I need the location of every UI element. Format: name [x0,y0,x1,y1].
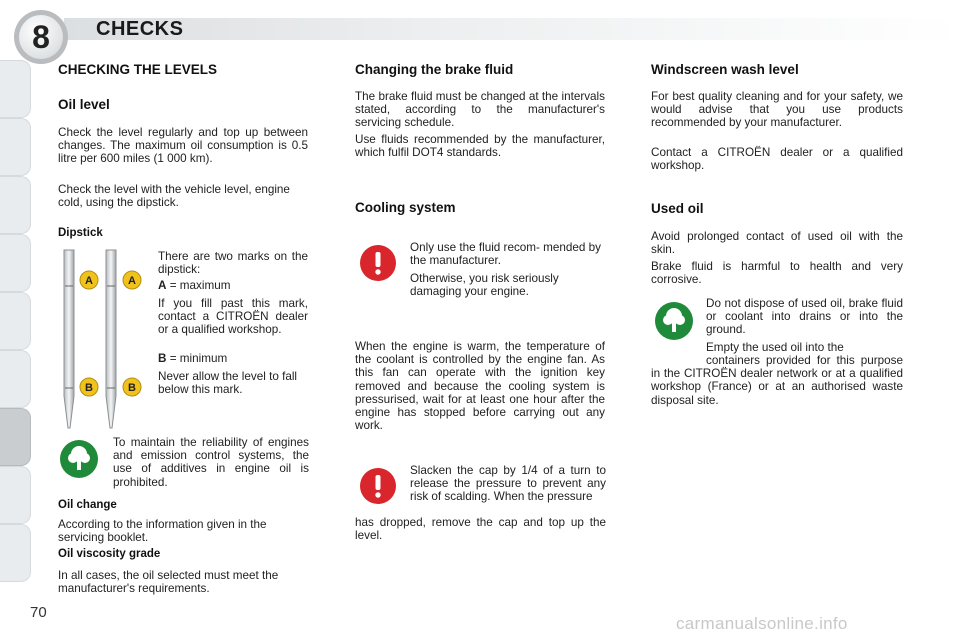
dipstick-heading: Dipstick [58,227,103,239]
recycling-note-tail: containers provided for this purpose in the CITROËN dealer network or at a qualified workshop (France) or at an authorised waste disposal site. [651,354,903,407]
oil-viscosity-text: In all cases, the oil selected must meet the manufacturer's requirements. [58,569,279,596]
mark-a-note: If you fill past this mark, contact a CITROËN dealer or a qualified workshop. [158,297,308,337]
environment-tree-icon [655,302,693,340]
oil-viscosity-heading: Oil viscosity grade [58,548,161,560]
chapter-tab [0,292,31,350]
dipstick-mark-a [158,279,308,292]
mark-a-letter: A [158,279,167,292]
oil-change-heading: Oil change [58,499,117,511]
brake-fluid-text-1: The brake fluid must be changed at the intervals stated, according to the manufacturer's servicing schedule. [355,90,605,130]
cooling-system-text: When the engine is warm, the temperature of the coolant is controlled by the engine fan. As this fan can operate with the ignition key removed and because the cooling system is pressurised, wait for at least one hour after the engine has stopped before carrying out any work. [355,340,605,433]
washer-heading: Windscreen wash level [651,62,799,77]
chapter-tab [0,118,31,176]
warning-icon [360,245,396,281]
chapter-tab-active [0,408,31,466]
mark-b-meaning: = minimum [169,352,228,365]
used-oil-text-2: Brake fluid is harmful to health and very corrosive. [651,260,903,287]
dipstick-intro: There are two marks on the dipstick: [158,250,308,277]
header-band [64,18,960,40]
oil-level-heading: Oil level [58,97,110,112]
chapter-tab [0,60,31,118]
chapter-tab [0,524,31,582]
dipstick-illustration [56,246,148,432]
brake-fluid-text-2: Use fluids recommended by the manufacturer, which fulfil DOT4 standards. [355,133,605,160]
washer-text-1: For best quality cleaning and for your safety, we would advise that you use products recommended by your manufacturer. [651,90,903,130]
cap-warning-text: Slacken the cap by 1/4 of a turn to release the pressure to prevent any risk of scalding. When the pressure [410,464,606,504]
recycling-note: Empty the used oil into the [706,341,844,354]
oil-level-text-1: Check the level regularly and top up between changes. The maximum oil consumption is 0.5 litre per 600 miles (1 000 km). [58,126,308,166]
cooling-system-heading: Cooling system [355,200,456,215]
chapter-tab [0,466,31,524]
mark-b-label: B [85,382,93,394]
mark-b-letter: B [158,352,167,365]
environment-tree-icon [60,440,98,478]
chapter-tab [0,234,31,292]
chapter-number: 8 [19,15,63,59]
mark-b-label: B [128,382,136,394]
brake-fluid-heading: Changing the brake fluid [355,62,514,77]
page-title: CHECKS [96,18,184,40]
dipstick-mark-b [158,352,308,365]
chapter-tab-strip [0,60,34,580]
warning-icon [360,468,396,504]
disposal-note: Do not dispose of used oil, brake fluid or coolant into drains or into the ground. [706,297,903,337]
cap-warning-text-tail: has dropped, remove the cap and top up the level. [355,516,606,543]
washer-text-2: Contact a CITROËN dealer or a qualified workshop. [651,146,903,173]
section-title: CHECKING THE LEVELS [58,62,218,77]
page-number: 70 [30,604,47,621]
mark-b-note: Never allow the level to fall below this mark. [158,370,298,397]
cooling-damage-warning: Otherwise, you risk seriously damaging your engine. [410,272,559,299]
oil-level-text-2: Check the level with the vehicle level, engine cold, using the dipstick. [58,183,290,210]
cooling-fluid-warning: Only use the fluid recom- mended by the manufacturer. [410,241,601,268]
used-oil-heading: Used oil [651,201,704,216]
chapter-tab [0,176,31,234]
oil-change-text: According to the information given in the servicing booklet. [58,518,267,545]
mark-a-meaning: = maximum [169,279,231,292]
watermark: carmanualsonline.info [676,614,848,633]
chapter-badge [14,10,68,64]
mark-a-label: A [128,275,136,287]
mark-a-label: A [85,275,93,287]
additives-note: To maintain the reliability of engines and emission control systems, the use of additives in engine oil is prohibited. [113,436,309,489]
used-oil-text-1: Avoid prolonged contact of used oil with the skin. [651,230,903,257]
chapter-tab [0,350,31,408]
